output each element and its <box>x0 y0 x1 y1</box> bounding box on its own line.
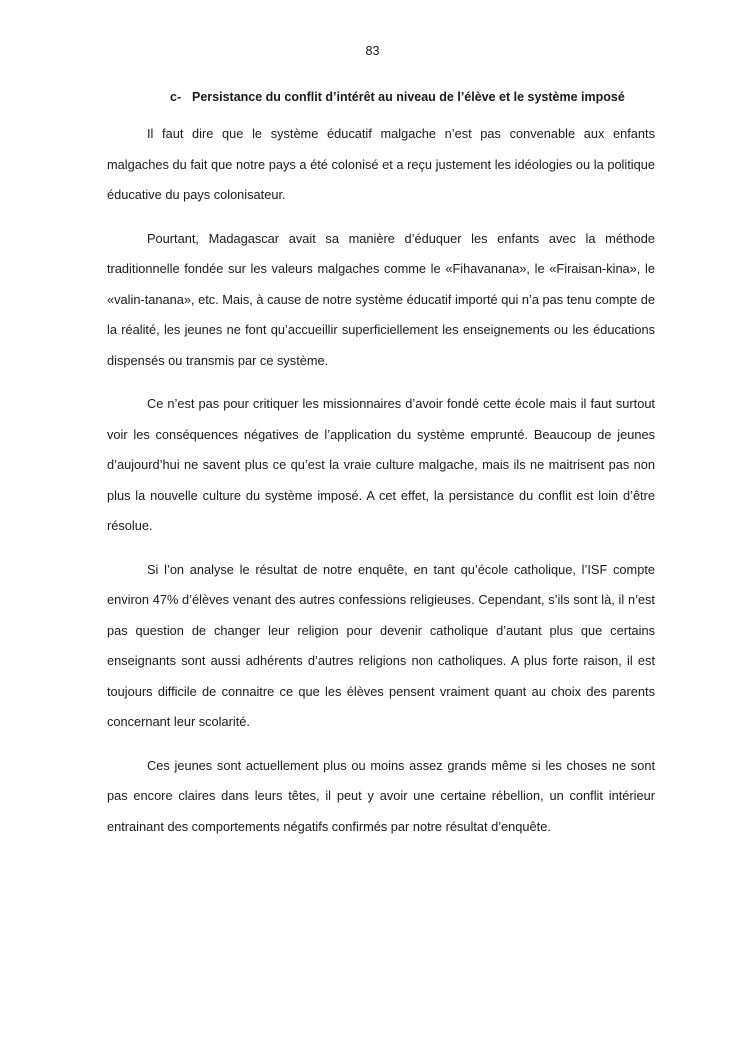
page-number: 83 <box>365 44 380 58</box>
paragraph: Si l’on analyse le résultat de notre enquête, en tant qu’école catholique, l’ISF compte environ 47% d’élèves venant des autres confessions religieuses. Cependant, s’ils sont là, il n’est pas question de changer leur religion pour devenir catholique d’autant plus que certains enseignants sont aussi adhérents d’autres religions non catholiques. A plus forte raison, il est toujours difficile de connaitre ce que les élèves pensent vraiment quant au choix des parents concernant leur scolarité. <box>107 561 655 729</box>
section-marker: c- <box>170 90 182 104</box>
paragraph: Ce n’est pas pour critiquer les missionnaires d’avoir fondé cette école mais il faut surtout voir les conséquences négatives de l’application du système emprunté. Beaucoup de jeunes d’aujourd’hui ne savent plus ce qu’est la vraie culture malgache, mais ils ne maitrisent pas non plus la nouvelle culture du système imposé. A cet effet, la persistance du conflit est loin d’être résolue. <box>107 396 655 533</box>
paragraph: Ces jeunes sont actuellement plus ou moins assez grands même si les choses ne sont pas encore claires dans leurs têtes, il peut y avoir une certaine rébellion, un conflit intérieur entrainant des comportements négatifs confirmés par notre résultat d’enquête. <box>107 757 655 834</box>
section-heading <box>170 90 625 104</box>
body-text <box>107 119 655 855</box>
paragraph: Il faut dire que le système éducatif malgache n’est pas convenable aux enfants malgaches du fait que notre pays a été colonisé et a reçu justement les idéologies ou la politique éducative du pays colonisateur. <box>107 126 655 202</box>
paragraph: Pourtant, Madagascar avait sa manière d’éduquer les enfants avec la méthode traditionnelle fondée sur les valeurs malgaches comme le «Fihavanana», le «Firaisan-kina», le «valin-tanana», etc. Mais, à cause de notre système éducatif importé qui n’a pas tenu compte de la réalité, les jeunes ne font qu’accueillir superficiellement les enseignements ou les éducations dispensés ou transmis par ce système. <box>107 230 655 368</box>
section-title: Persistance du conflit d’intérêt au niveau de l’élève et le système imposé <box>192 90 625 104</box>
